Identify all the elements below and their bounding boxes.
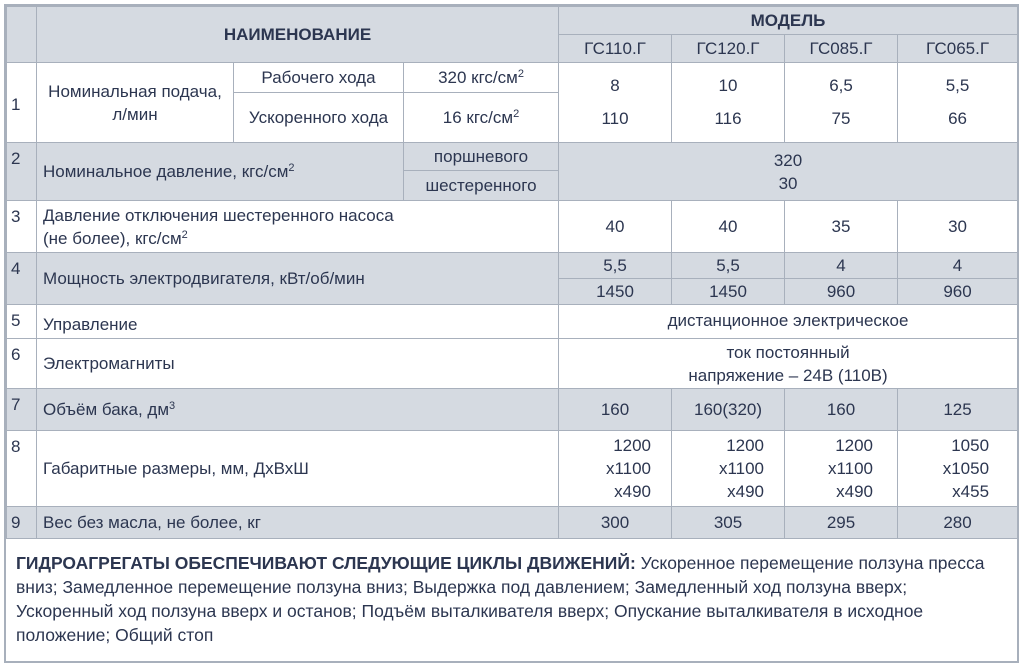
row-5-value: дистанционное электрическое [559,305,1018,339]
header-row [7,7,1018,35]
row-3 [7,201,1018,253]
row-1-val-1b: 110 [601,108,629,128]
model-4: ГС065.Г [898,35,1018,63]
row-7-val-4: 125 [898,389,1018,431]
row-4-label: Мощность электродвигателя, кВт/об/мин [37,253,559,305]
row-1-val-1 [559,63,672,143]
cycles-note-lead: ГИДРОАГРЕГАТЫ ОБЕСПЕЧИВАЮТ СЛЕДУЮЩИЕ ЦИКЛЫ ДВИЖЕНИЙ: [16,553,636,573]
model-3: ГС085.Г [785,35,898,63]
cycles-note [6,539,1017,647]
model-2: ГС120.Г [672,35,785,63]
row-4-num: 4 [7,253,37,305]
row-8-val-1: 1200 x1100 x490 [559,431,672,507]
row-1-val-4b: 66 [948,108,967,128]
model-1: ГС110.Г [559,35,672,63]
row-7-val-3: 160 [785,389,898,431]
row-2-val-gear: 30 [778,173,798,193]
row-9-val-2: 305 [672,507,785,539]
row-3-val-4: 30 [898,201,1018,253]
row-7-val-1: 160 [559,389,672,431]
row-8-val-4: 1050 x1050 x455 [898,431,1018,507]
row-1-unit-rapid: 16 кгс/$см^2$ [404,93,559,143]
row-1-unit-working: 320 кгс/$см^2$ [404,63,559,93]
row-3-num: 3 [7,201,37,253]
row-9 [7,507,1018,539]
row-8-num: 8 [7,431,37,507]
row-6-num: 6 [7,339,37,389]
row-7-num: 7 [7,389,37,431]
row-5-num: 5 [7,305,37,339]
row-6 [7,339,1018,389]
row-4-rpm-1: 1450 [559,279,672,305]
row-8-val-3: 1200 x1100 x490 [785,431,898,507]
row-1-val-1a: 8 [610,75,620,95]
row-2a [7,143,1018,171]
row-8-val-2: 1200 x1100 x490 [672,431,785,507]
row-2-values [559,143,1018,201]
row-2-sub-gear: шестеренного [404,171,559,201]
row-1-val-3 [785,63,898,143]
spec-table [6,6,1018,539]
row-1-sub-working: Рабочего хода [234,63,404,93]
row-1-val-4 [898,63,1018,143]
row-7-val-2: 160(320) [672,389,785,431]
row-4-kw-3: 4 [785,253,898,279]
row-1-sub-rapid: Ускоренного хода [234,93,404,143]
row-9-label: Вес без масла, не более, кг [37,507,559,539]
row-1a [7,63,1018,93]
row-8-label: Габаритные размеры, мм, ДхВхШ [37,431,559,507]
row-3-val-1: 40 [559,201,672,253]
row-5-label: Управление [37,305,559,339]
row-9-num: 9 [7,507,37,539]
row-2-val-piston: 320 [773,150,803,170]
row-4-kw-4: 4 [898,253,1018,279]
row-4a [7,253,1018,279]
row-6-value-line2: напряжение – 24В (110В) [688,365,888,385]
row-1-val-2 [672,63,785,143]
row-7-label: Объём бака, $дм^3$ [37,389,559,431]
row-2-label: Номинальное давление, кгс/$см^2$ [37,143,404,201]
row-6-label: Электромагниты [37,339,559,389]
row-4-kw-1: 5,5 [559,253,672,279]
row-3-val-3: 35 [785,201,898,253]
row-6-value-line1: ток постоянный [726,342,850,362]
header-name: НАИМЕНОВАНИЕ [37,7,559,63]
header-num-cell [7,7,37,63]
row-9-val-4: 280 [898,507,1018,539]
row-7 [7,389,1018,431]
row-4-rpm-3: 960 [785,279,898,305]
row-6-value [559,339,1018,389]
row-4-kw-2: 5,5 [672,253,785,279]
row-2-sub-piston: поршневого [404,143,559,171]
row-2-num: 2 [7,143,37,201]
row-1-val-3b: 75 [831,108,851,128]
header-model: МОДЕЛЬ [559,7,1018,35]
row-9-val-3: 295 [785,507,898,539]
row-1-num: 1 [7,63,37,143]
row-1-val-2b: 116 [714,108,742,128]
spec-sheet [4,4,1019,663]
row-1-val-4a: 5,5 [945,75,970,95]
row-5 [7,305,1018,339]
row-1-val-3a: 6,5 [829,75,853,95]
row-3-label: Давление отключения шестеренного насоса (не более), кгс/$см^2$ [37,201,559,253]
row-4-rpm-4: 960 [898,279,1018,305]
row-8 [7,431,1018,507]
cycles-note-text: Ускоренное перемещение ползуна пресса вниз; Замедленное перемещение ползуна вниз; Выдержка под давлением; Замедленный ход ползуна вверх; Ускоренный ход ползуна вверх и останов; Подъём выталкивателя вверх; Опускание выталкивателя в исходное положение; Общий стоп [16,553,985,645]
row-9-val-1: 300 [559,507,672,539]
row-1-label: Номинальная подача, л/мин [37,63,234,143]
row-1-val-2a: 10 [718,75,738,95]
row-4-rpm-2: 1450 [672,279,785,305]
row-3-val-2: 40 [672,201,785,253]
